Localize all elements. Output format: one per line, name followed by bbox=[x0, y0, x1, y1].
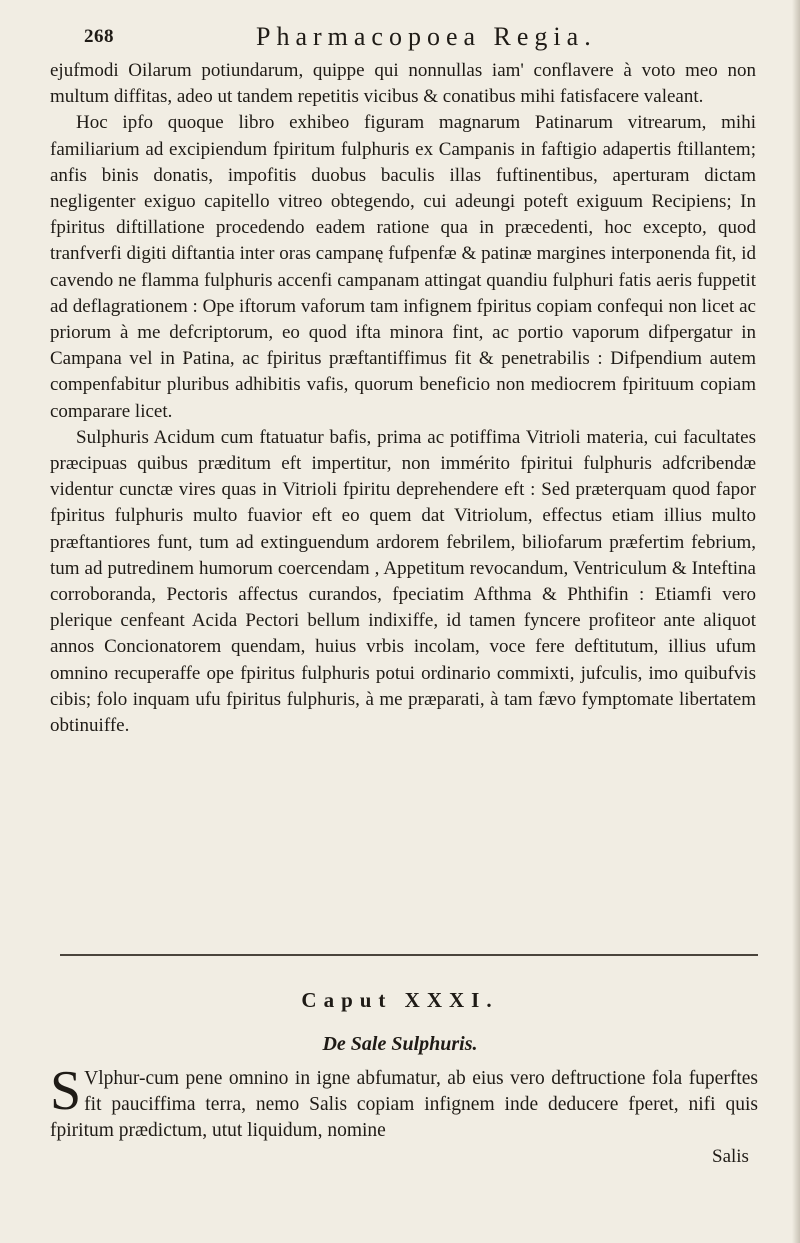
running-title: Pharmacopoea Regia. bbox=[256, 22, 597, 51]
page-edge-shadow bbox=[792, 0, 800, 1243]
paragraph-patinae: Hoc ipfo quoque libro exhibeo figuram magnarum Patinarum vitrearum, mihi familiarium ad excipiendum fpiritum fulphuris ex Campanis in faftigio adapertis ftillantem; anfis binis donatis, impofitis duobus baculis illas fuftinentibus, aperturam dictam negligenter exiguo capitello vitreo obtegendo, cui adeungi poteft exiguum Recipiens; In fpiritus diftillatione procedendo eadem ratione qua in præcedenti, hoc excepto, quod tranfverfi digiti diftantia inter oras campanę fufpenfæ & patinæ margines interponenda fit, id cavendo ne flamma fulphuris accenfi campanam attingat quandiu fulphuri fatis aeris fuppetit ad deflagrationem : Ope iftorum vaforum tam infignem fpiritus copiam confequi non licet ac priorum à me defcriptorum, eo quod ifta minora fint, ac portio vaporum difpergatur in Campana vel in Patina, ac fpiritus præftantiffimus fit & penetrabilis : Difpendium autem compenfabitur pluribus adhibitis vafis, quorum beneficio non mediocrem fpirituum copiam comparare licet. bbox=[50, 112, 756, 422]
drop-cap: S bbox=[50, 1060, 82, 1122]
catchword: Salis bbox=[712, 1146, 749, 1167]
paragraph-acidum: Sulphuris Acidum cum ftatuatur bafis, prima ac potiffima Vitrioli materia, cui facultates præcipuas quibus præditum eft impertitur, non immérito fpiritui fulphuris adfcribendæ videntur cunctæ vires quas in Vitrioli fpiritu deprehendere eft : Sed præterquam quod fapor fpiritus fulphuris multo fuavior eft eo quem dat Vitriolum, effectus etiam illius multo præftantiores funt, tum ad extinguendum ardorem febrilem, biliofarum præfertim febrium, tum ad putredinem humorum coercendam , Appetitum revocandum, Ventriculum & Inteftina corroboranda, Pectoris affectus curandos, fpeciatim Afthma & Phthifin : Etiamfi vero plerique cenfeant Acida Pectori bellum indixiffe, id tamen fyncere profiteor ante aliquot annos Concionatorem quendam, huius vrbis incolam, voce fere deftitutum, illius ufum omnino recuperaffe ope fpiritus fulphuris potui ordinario commixti, jufculis, imo quibufvis cibis; folo inquam ufu fpiritus fulphuris, à me præparati, à tam fævo fymptomate libertatem obtinuiffe. bbox=[50, 426, 756, 737]
page-header bbox=[84, 22, 734, 58]
paragraph-continuation: ejufmodi Oilarum potiundarum, quippe qui nonnullas iam' conflavere à voto meo non multum diffitas, adeo ut tandem repetitis vicibus & conatibus mihi fatisfacere valeant. bbox=[50, 60, 756, 108]
chapter-divider-rule bbox=[60, 954, 758, 956]
chapter-heading: Caput XXXI. bbox=[301, 988, 499, 1012]
chapter-subtitle: De Sale Sulphuris. bbox=[322, 1033, 478, 1055]
chapter-text bbox=[50, 1060, 758, 1144]
chapter-paragraph: Vlphur-cum pene omnino in igne abfumatur, ab eius vero deftructione fola fuperftes fit pauciffima terra, nemo Salis copiam infignem inde deducere fperet, nifi quis fpiritum prædictum, utut liquidum, nomine bbox=[50, 1068, 758, 1141]
page-number: 268 bbox=[84, 26, 114, 47]
main-text bbox=[50, 58, 756, 739]
